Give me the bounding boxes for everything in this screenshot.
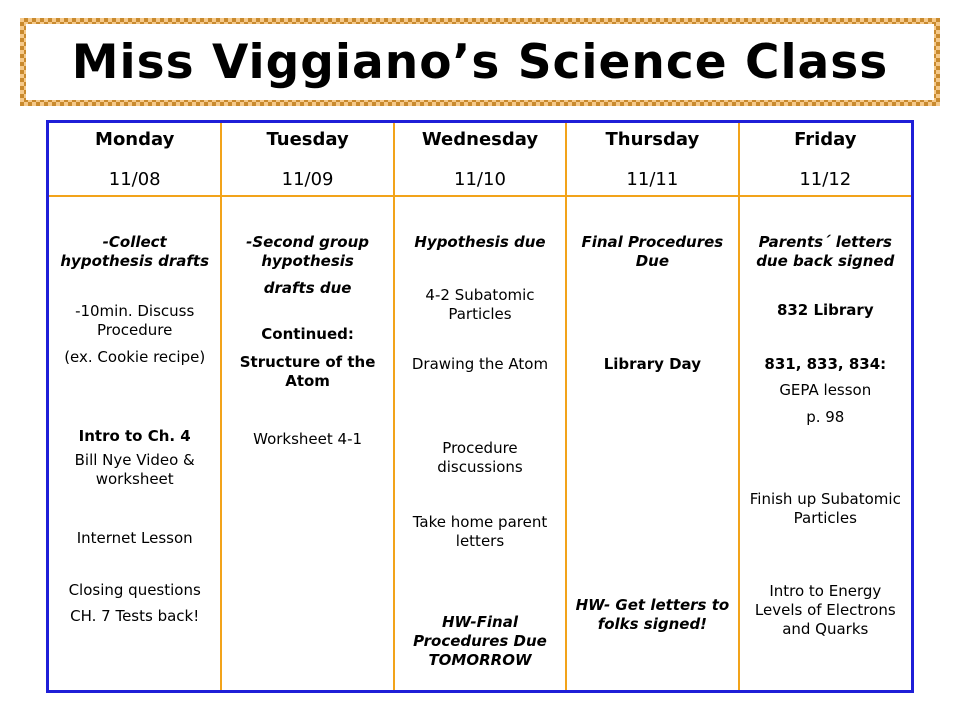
day-header-row [49, 123, 911, 196]
day-name: Thursday [605, 129, 700, 150]
monday-collect: -Collect hypothesis drafts [60, 233, 209, 270]
tuesday-worksheet: Worksheet 4-1 [253, 430, 363, 448]
tuesday-continued: Continued: [261, 325, 354, 343]
tuesday-structure: Structure of the Atom [239, 353, 376, 390]
day-name: Monday [95, 129, 175, 150]
wednesday-hypothesis: Hypothesis due [414, 233, 546, 251]
wednesday-drawing: Drawing the Atom [411, 355, 549, 373]
activities-row [49, 196, 911, 690]
friday-library-832: 832 Library [776, 301, 874, 319]
weekly-schedule [46, 120, 914, 693]
day-date: 11/12 [799, 169, 852, 190]
header-thursday [566, 123, 738, 196]
thursday-final: Final Procedures Due [581, 233, 724, 270]
friday-parents: Parents´ letters due back signed [756, 233, 895, 270]
day-name: Tuesday [266, 129, 349, 150]
thursday-hw: HW- Get letters to folks signed! [575, 596, 730, 633]
tuesday-second: -Second group hypothesis [246, 233, 370, 270]
wednesday-cell [394, 196, 566, 690]
friday-page: p. 98 [806, 408, 845, 426]
day-date: 11/09 [281, 169, 334, 190]
day-name: Wednesday [421, 129, 539, 150]
schedule-table [49, 123, 911, 690]
header-friday [739, 123, 911, 196]
friday-intro-energy: Intro to Energy Levels of Electrons and Quarks [754, 582, 896, 638]
friday-cell [739, 196, 911, 690]
title-box [26, 24, 934, 100]
title-frame [20, 18, 940, 106]
day-date: 11/11 [626, 169, 679, 190]
day-name: Friday [794, 129, 857, 150]
wednesday-procedure: Procedure discussions [437, 439, 523, 476]
friday-finish: Finish up Subatomic Particles [749, 490, 901, 527]
wednesday-subatomic: 4-2 Subatomic Particles [425, 286, 535, 323]
thursday-cell [566, 196, 738, 690]
page-title: Miss Viggiano’s Science Class [71, 34, 889, 90]
monday-example: (ex. Cookie recipe) [64, 348, 206, 366]
tuesday-cell [221, 196, 393, 690]
monday-closing: Closing questions [68, 581, 201, 599]
monday-internet: Internet Lesson [76, 529, 193, 547]
day-date: 11/08 [108, 169, 161, 190]
thursday-library: Library Day [603, 355, 701, 373]
day-date: 11/10 [454, 169, 506, 190]
wednesday-take-home: Take home parent letters [412, 513, 548, 550]
header-wednesday [394, 123, 566, 196]
friday-gepa: GEPA lesson [779, 381, 872, 399]
monday-intro: Intro to Ch. 4 [78, 427, 191, 445]
header-tuesday [221, 123, 393, 196]
header-monday [49, 123, 221, 196]
friday-classes: 831, 833, 834: [764, 355, 887, 373]
tuesday-drafts-due: drafts due [263, 279, 352, 297]
monday-discuss: -10min. Discuss Procedure [75, 302, 195, 339]
monday-video: Bill Nye Video & worksheet [74, 451, 195, 488]
wednesday-hw: HW-Final Procedures Due TOMORROW [413, 613, 547, 669]
monday-tests: CH. 7 Tests back! [70, 607, 200, 625]
monday-cell [49, 196, 221, 690]
